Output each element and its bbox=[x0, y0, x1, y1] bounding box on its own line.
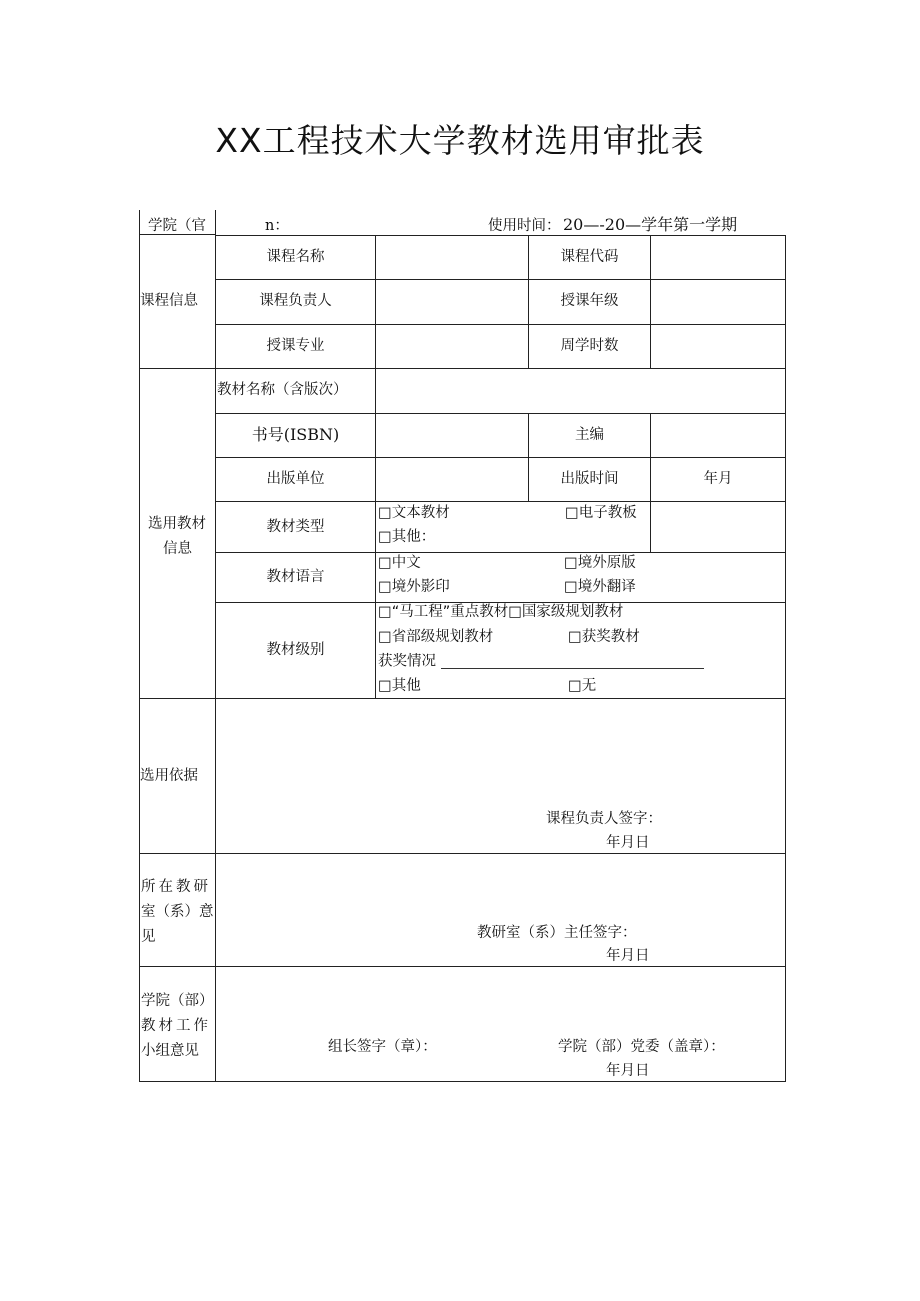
college-tail: n： bbox=[265, 218, 289, 234]
rule bbox=[528, 413, 529, 502]
rule bbox=[650, 413, 651, 553]
party-committee-seal: 学院（部）党委（盖章）： bbox=[558, 1039, 725, 1055]
award-status-blank[interactable] bbox=[441, 654, 704, 669]
office-date: 年月日 bbox=[606, 948, 650, 964]
lang-option-foreign-photocopy[interactable]: □境外影印 bbox=[378, 579, 450, 595]
level-option-provincial[interactable]: □省部级规划教材 bbox=[378, 629, 494, 645]
rule bbox=[215, 413, 786, 414]
group-date: 年月日 bbox=[606, 1063, 650, 1079]
rule bbox=[215, 602, 786, 603]
section-textbook-info-1: 选用教材 bbox=[148, 516, 206, 532]
level-option-other[interactable]: □其他 bbox=[378, 678, 421, 694]
office-opinion-label-2: 室（系）意 bbox=[141, 904, 214, 920]
rule bbox=[215, 501, 786, 502]
level-option-mazhiyi-national[interactable]: □“马工程”重点教材□国家级规划教材 bbox=[378, 604, 624, 620]
textbook-name-label: 教材名称（含版次） bbox=[217, 382, 348, 398]
rule bbox=[215, 552, 786, 553]
rule bbox=[139, 368, 786, 369]
group-opinion-label-1: 学院（部） bbox=[141, 993, 214, 1009]
isbn-label: 书号(ISBN) bbox=[251, 425, 340, 444]
rule bbox=[375, 368, 376, 699]
office-opinion-label-1: 所在教研 bbox=[141, 879, 211, 895]
selection-basis-label: 选用依据 bbox=[140, 768, 198, 784]
rule bbox=[139, 698, 786, 699]
section-textbook-info-2: 信息 bbox=[163, 541, 192, 557]
usage-time-label: 使用时间： bbox=[488, 218, 561, 234]
lang-option-foreign-translation[interactable]: □境外翻译 bbox=[564, 579, 636, 595]
course-owner-label: 课程负责人 bbox=[259, 293, 332, 309]
rule bbox=[139, 853, 786, 854]
editor-label: 主编 bbox=[575, 427, 604, 443]
teaching-major-label: 授课专业 bbox=[266, 338, 325, 354]
lang-option-foreign-original[interactable]: □境外原版 bbox=[564, 555, 636, 571]
group-leader-signature: 组长签字（章）： bbox=[328, 1039, 437, 1055]
rule bbox=[528, 235, 529, 369]
level-option-award[interactable]: □获奖教材 bbox=[568, 629, 640, 645]
rule bbox=[785, 235, 786, 1082]
teaching-grade-label: 授课年级 bbox=[560, 293, 619, 309]
type-option-electronic[interactable]: □电子教板 bbox=[565, 505, 637, 521]
publish-date-value: 年月 bbox=[703, 471, 733, 487]
publisher-label: 出版单位 bbox=[266, 471, 325, 487]
type-option-other[interactable]: □其他： bbox=[378, 529, 436, 545]
usage-time-value: 20—-20—学年第一学期 bbox=[563, 215, 738, 234]
section-course-info: 课程信息 bbox=[140, 293, 198, 309]
office-opinion-label-3: 见 bbox=[141, 929, 156, 945]
rule bbox=[215, 235, 786, 236]
textbook-language-label: 教材语言 bbox=[266, 569, 325, 585]
office-director-signature: 教研室（系）主任签字： bbox=[477, 925, 637, 941]
rule bbox=[139, 1081, 786, 1082]
college-label: 学院（官 bbox=[148, 218, 206, 234]
rule bbox=[215, 279, 786, 280]
weekly-hours-label: 周学时数 bbox=[560, 338, 619, 354]
lang-option-chinese[interactable]: □中文 bbox=[378, 555, 421, 571]
basis-date: 年月日 bbox=[606, 835, 650, 851]
type-option-text[interactable]: □文本教材 bbox=[378, 505, 450, 521]
rule bbox=[650, 235, 651, 369]
rule bbox=[375, 235, 376, 369]
rule bbox=[215, 457, 786, 458]
level-option-none[interactable]: □无 bbox=[568, 678, 597, 694]
rule bbox=[139, 210, 140, 1082]
group-opinion-label-3: 小组意见 bbox=[141, 1043, 199, 1059]
course-code-label: 课程代码 bbox=[560, 249, 619, 265]
group-opinion-label-2: 教材工作 bbox=[141, 1018, 211, 1034]
textbook-level-label: 教材级别 bbox=[266, 642, 325, 658]
rule bbox=[215, 324, 786, 325]
textbook-type-label: 教材类型 bbox=[266, 519, 325, 535]
page-title: XX工程技术大学教材选用审批表 bbox=[215, 121, 705, 160]
publish-date-label: 出版时间 bbox=[560, 471, 619, 487]
course-name-label: 课程名称 bbox=[266, 249, 325, 265]
award-status-label: 获奖情况 bbox=[378, 653, 436, 670]
award-status-row bbox=[378, 654, 704, 669]
course-owner-signature: 课程负责人签字： bbox=[546, 811, 662, 827]
rule bbox=[215, 210, 216, 1082]
rule bbox=[139, 966, 786, 967]
